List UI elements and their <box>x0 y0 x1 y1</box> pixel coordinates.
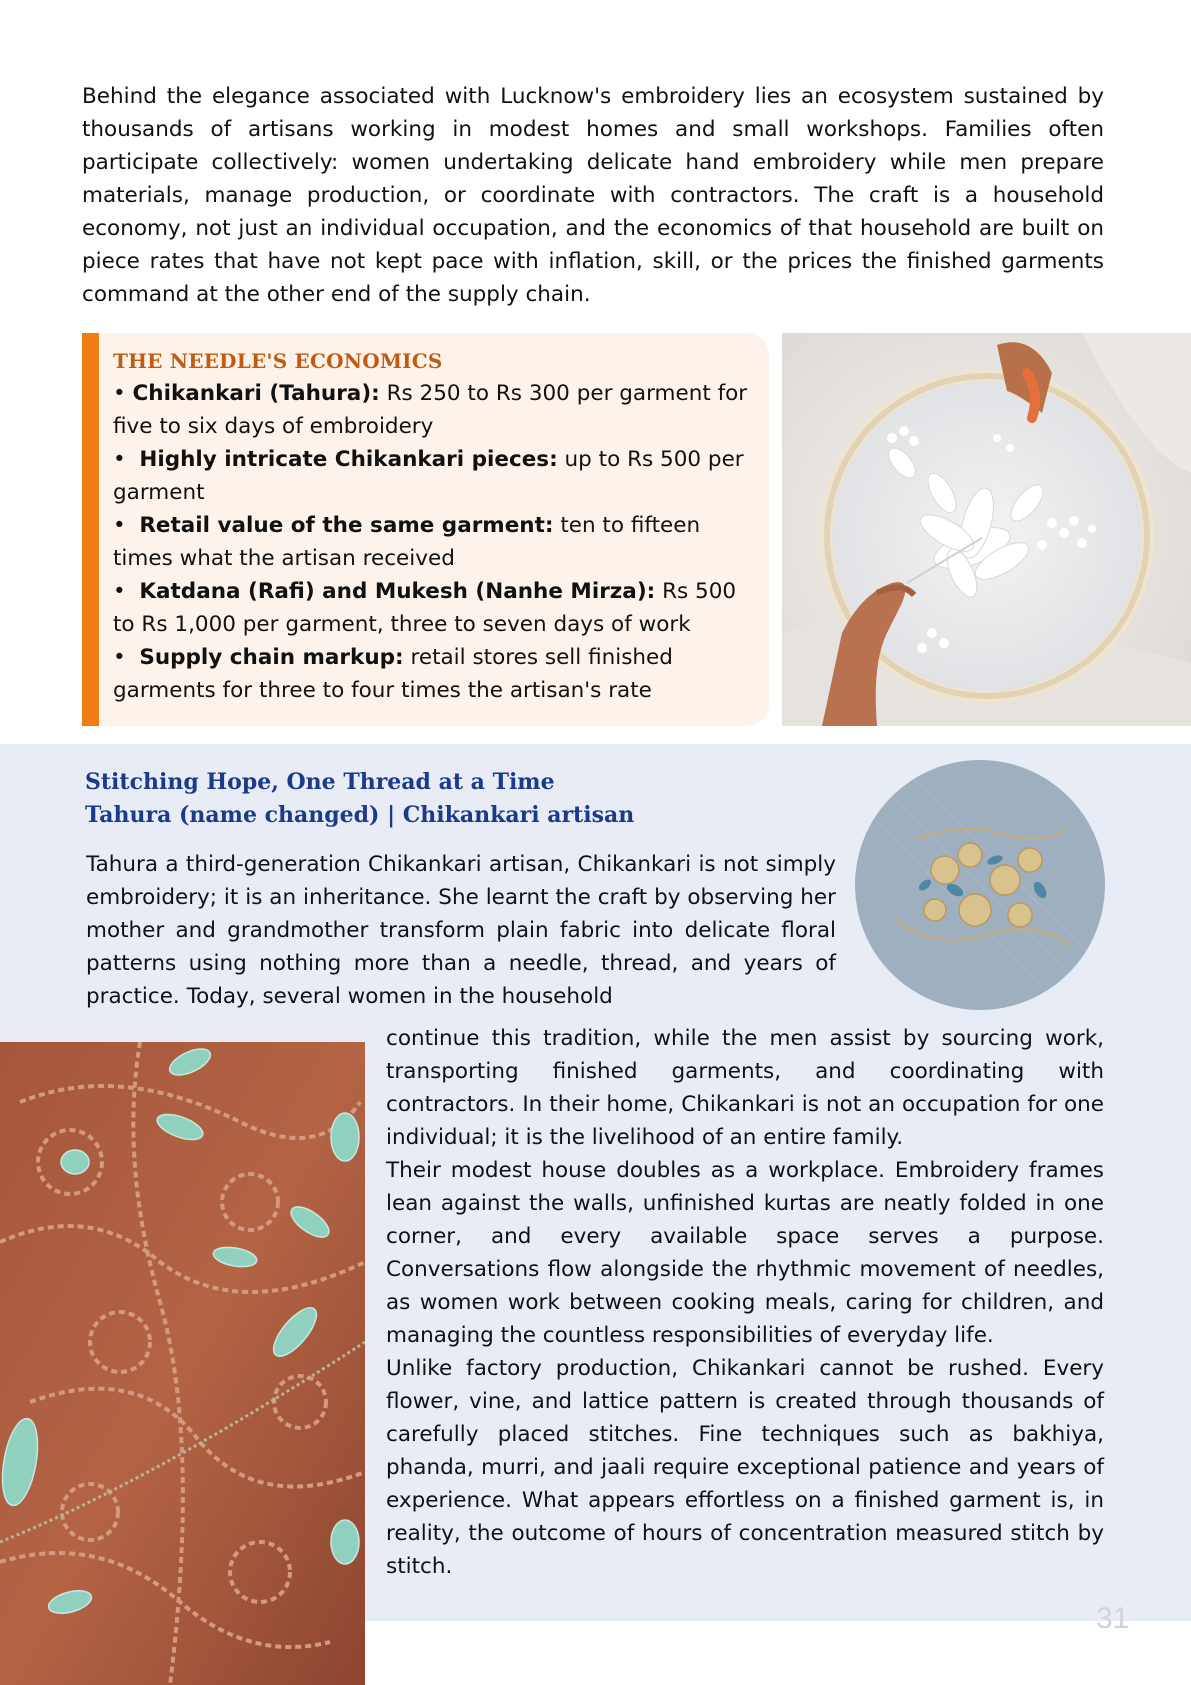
economics-item: • Highly intricate Chikankari pieces: up to Rs 500 per garment <box>113 447 744 505</box>
economics-title: THE NEEDLE'S ECONOMICS <box>113 349 443 373</box>
intro-paragraph: Behind the elegance associated with Lucknow's embroidery lies an ecosystem sustained by thousands of artisans working in modest homes and small workshops. Families often participate collectively: women undertaking delicate hand embroidery while men prepare materials, manage production, or coordinate with contractors. The craft is a household economy, not just an individual occupation, and the economics of that household are built on piece rates that have not kept pace with inflation, skill, or the prices the finished garments command at the other end of the supply chain. <box>82 84 1104 307</box>
fabric-closeup-photo <box>0 1042 365 1685</box>
story-paragraph-2: continue this tradition, while the men assist by sourcing work, transporting finished garments, and coordinating with contractors. In their home, Chikankari is not an occupation for one individual; it is the livelihood of an entire family. <box>386 1026 1104 1150</box>
story-column <box>386 1022 1104 1583</box>
economics-list <box>113 377 751 707</box>
economics-item: • Katdana (Rafi) and Mukesh (Nanhe Mirza): Rs 500 to Rs 1,000 per garment, three to seven days of work <box>113 579 737 637</box>
page-number: 31 <box>1096 1602 1130 1635</box>
economics-item: • Retail value of the same garment: ten to fifteen times what the artisan received <box>113 513 701 571</box>
story-title: Stitching Hope, One Thread at a Time <box>85 769 555 795</box>
economics-box <box>99 333 769 726</box>
embroidery-circle-photo <box>855 760 1105 1010</box>
embroidery-hoop-photo <box>782 333 1191 726</box>
story-paragraph-4: Unlike factory production, Chikankari cannot be rushed. Every flower, vine, and lattice pattern is created through thousands of carefully placed stitches. Fine techniques such as bakhiya, phanda, murri, and jaali require exceptional patience and years of experience. What appears effortless on a finished garment is, in reality, the outcome of hours of concentration measured stitch by stitch. <box>386 1356 1104 1579</box>
economics-accent-bar <box>82 333 99 726</box>
economics-item: • Chikankari (Tahura): Rs 250 to Rs 300 per garment for five to six days of embroidery <box>113 381 748 439</box>
story-paragraph-1: Tahura a third-generation Chikankari artisan, Chikankari is not simply embroidery; it is an inheritance. She learnt the craft by observing her mother and grandmother transform plain fabric into delicate floral patterns using nothing more than a needle, thread, and years of practice. Today, several women in the household <box>86 852 836 1009</box>
story-paragraph-3: Their modest house doubles as a workplace. Embroidery frames lean against the walls, unfinished kurtas are neatly folded in one corner, and every available space serves a purpose. Conversations flow alongside the rhythmic movement of needles, as women work between cooking meals, caring for children, and managing the countless responsibilities of everyday life. <box>386 1158 1104 1348</box>
story-subtitle: Tahura (name changed) | Chikankari artisan <box>85 802 635 828</box>
economics-item: • Supply chain markup: retail stores sell finished garments for three to four times the artisan's rate <box>113 645 673 703</box>
